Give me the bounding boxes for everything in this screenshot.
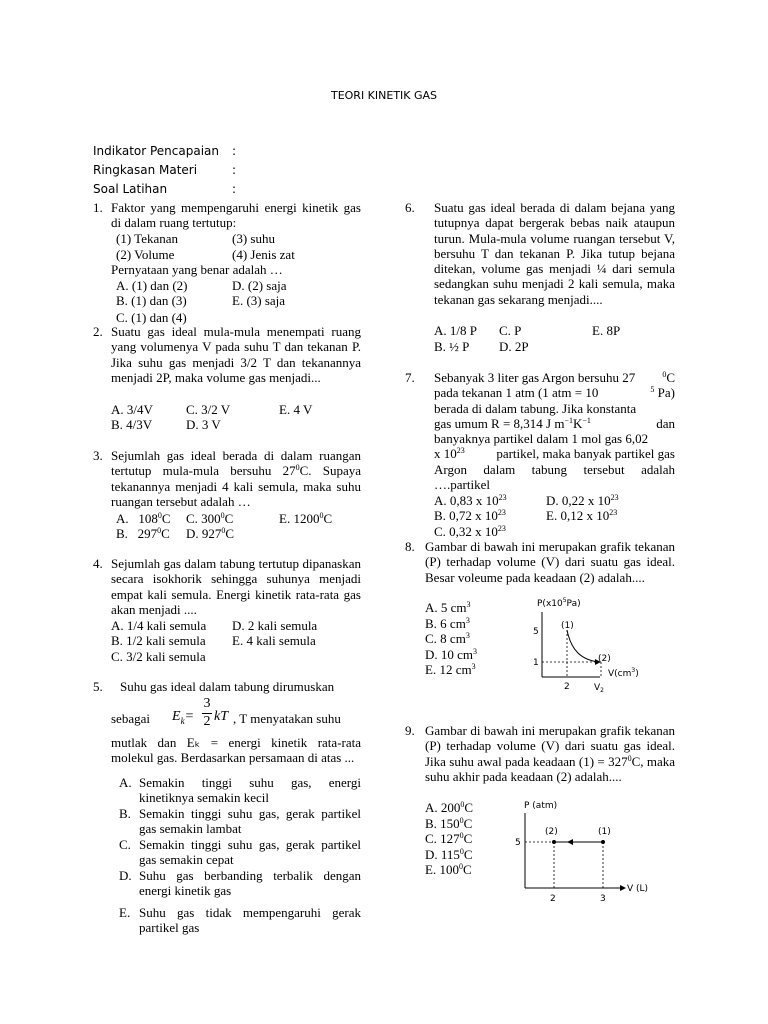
option-d: D. (2) saja [232, 278, 287, 293]
point-2 [552, 840, 556, 844]
question-number: 4. [93, 556, 103, 571]
option-e: E. 4 kali semula [232, 633, 316, 648]
option-a: A. 5 $cm^3$ [425, 600, 471, 615]
option-c: C. 8 $cm^3$ [425, 631, 470, 646]
option-d: D. 10 $cm^3$ [425, 647, 478, 662]
question-text: Gambar di bawah ini merupakan grafik tekanan (P) terhadap volume (V) dari suatu gas ideal. Jika suhu awal pada keadaan $(1) = 327^0C$, maka suhu akhir pada keadaan (2) adalah.... [425, 723, 675, 784]
option-c: C. 3/2 V [186, 402, 231, 417]
option-e: E. 0,12 x $10^{23}$ [546, 508, 618, 523]
question-2 [93, 324, 361, 434]
option-a: A. (1) dan (2) [116, 278, 188, 293]
question-1 [93, 200, 361, 326]
x-tick-2: 2 [550, 894, 556, 904]
option-d: D. 3 V [186, 417, 221, 432]
option-a: A. $108^0C$ [116, 511, 171, 526]
option-b-label: B. [119, 806, 131, 821]
question-7 [405, 370, 675, 540]
option-d: D. 2P [499, 339, 529, 354]
option-c: C. 3/2 kali semula [111, 649, 206, 664]
option-a: A. 1/8 P [434, 323, 477, 338]
option-d: D. $115^0C$ [425, 847, 473, 862]
header-label: Indikator Pencapaian [93, 144, 219, 158]
option-e-label: E. [119, 905, 131, 920]
option-e: E. 4 V [279, 402, 313, 417]
option-a: Semakin tinggi suhu gas, energi kinetiknya semakin kecil [139, 775, 361, 806]
question-number: 7. [405, 370, 415, 385]
option-b: B. 1/2 kali semula [111, 633, 206, 648]
option-d: D. 0,22 x $10^{23}$ [546, 493, 619, 508]
question-text: mutlak dan Eₖ = energi kinetik rata-rata molekul gas. Berdasarkan persamaan di atas ... [111, 735, 361, 766]
option-a: A. 3/4V [111, 402, 153, 417]
option-d: Suhu gas berbanding terbalik dengan energi kinetik gas [139, 868, 361, 899]
question-text-line1: Suhu gas ideal dalam tabung dirumuskan [120, 679, 335, 694]
option-e: E. 8P [592, 323, 621, 338]
question-text: Suatu gas ideal mula-mula menempati ruang yang volumenya V pada suhu T dan tekanan P. Jika suhu gas menjadi 3/2 T dan tekanannya menjadi 2P, maka volume gas menjadi... [111, 324, 361, 385]
factor-4: (4) Jenis zat [232, 247, 295, 262]
question-number: 3. [93, 448, 103, 463]
option-b: Semakin tinggi suhu gas, gerak partikel gas semakin lambat [139, 806, 361, 837]
pv-graph-q8 [525, 592, 665, 694]
header-colon: : [232, 144, 237, 158]
option-a-label: A. [119, 775, 132, 790]
header-ringkasan [93, 163, 237, 177]
kinetic-energy-formula: sebagai $E_k=$ 3 2 kT , T menyatakan suhu [111, 696, 341, 729]
option-b: B. 6 $cm^3$ [425, 616, 470, 631]
isotherm-curve [567, 630, 599, 662]
option-e: E. 1200$^0$C [279, 511, 333, 526]
x-tick-v2: $V_2$ [594, 683, 604, 694]
option-c: C. 0,32 x $10^{23}$ [434, 524, 506, 539]
option-b: B. 0,72 x $10^{23}$ [434, 508, 506, 523]
question-number: 6. [405, 200, 415, 215]
y-tick-5: 5 [515, 838, 521, 848]
question-text: Sejumlah gas dalam tabung tertutup dipanaskan secara isokhorik sehingga suhunya menjadi empat kali semula. Energi kinetik rata-rata gas akan menjadi .... [111, 556, 361, 617]
option-b: B. ½ P [434, 339, 470, 354]
question-number: 9. [405, 723, 415, 738]
x-tick-3: 3 [600, 894, 606, 904]
option-c: Semakin tinggi suhu gas, gerak partikel gas semakin cepat [139, 837, 361, 868]
x-axis-label: $V(cm^3)$ [608, 667, 639, 679]
question-4 [93, 556, 361, 666]
point-label-1: (1) [598, 827, 611, 837]
option-b: B. 4/3V [111, 417, 153, 432]
statement-prompt: Pernyataan yang benar adalah … [111, 262, 283, 277]
question-number: 1. [93, 200, 103, 215]
option-d: D. 2 kali semula [232, 618, 318, 633]
fraction-numerator: 3 [203, 696, 211, 711]
fraction-denominator: 2 [203, 714, 211, 729]
x-tick-2: 2 [564, 682, 570, 692]
option-a: A. 0,83 x $10^{23}$ [434, 493, 507, 508]
option-e: E. 12 $cm^3$ [425, 662, 476, 677]
page-title: TEORI KINETIK GAS [330, 89, 438, 102]
question-text: Suatu gas ideal berada di dalam bejana yang tutupnya dapat bergerak bebas naik ataupun turun. Mula-mula volume ruangan tersebut V, bersuhu T dan tekanan P. Jika tutup bejana ditekan, volume gas menjadi ¼ dari semula sedangkan suhu menjadi 2 kali semula, maka tekanan gas sekarang menjadi.... [434, 200, 675, 307]
question-number: 2. [93, 324, 103, 339]
question-number: 8. [405, 539, 415, 554]
option-b: B. $150^0C$ [425, 816, 473, 831]
question-text: Sebanyak 3 liter gas Argon bersuhu 27 $^0$C pada tekanan 1 atm (1 atm = 10 $^5$ Pa) berada di dalam tabung. Jika konstanta gas umum R = 8,314 J $m^{-1}K^{-1}$ dan banyaknya partikel dalam 1 mol gas 6,02 x $10^{23}$ partikel, maka banyak partikel gas Argon dalam tabung tersebut adalah ….partikel [434, 370, 675, 493]
header-colon: : [232, 163, 237, 177]
question-5 [93, 679, 361, 939]
y-axis-label: $P(x10^5Pa)$ [537, 597, 581, 609]
question-text: Gambar di bawah ini merupakan grafik tekanan (P) terhadap volume (V) dari suatu gas ideal. Besar voleume pada keadaan (2) adalah.... [425, 539, 675, 585]
process-arrowhead [567, 839, 573, 845]
point-label-2: (2) [598, 654, 611, 664]
option-a: A. $200^0C$ [425, 800, 474, 815]
option-c: C. P [499, 323, 522, 338]
question-text: Sejumlah gas ideal berada di dalam ruangan tertutup mula-mula bersuhu $27^0C$. Supaya tekanannya menjadi 4 kali semula, maka suhu ruangan tersebut adalah … [111, 448, 361, 509]
option-e: E. (3) saja [232, 293, 286, 308]
option-c: C. (1) dan (4) [116, 310, 187, 325]
question-number: 5. [93, 679, 103, 694]
option-c-label: C. [119, 837, 131, 852]
question-6 [405, 200, 675, 360]
point-label-1: (1) [561, 621, 574, 631]
y-tick-5: 5 [533, 627, 539, 637]
header-colon: : [232, 182, 237, 196]
option-c: C. $300^0C$ [186, 511, 234, 526]
pv-graph-q9 [510, 797, 660, 907]
header-indikator [93, 144, 237, 158]
factor-2: (2) Volume [116, 247, 175, 262]
x-axis-label: V (L) [627, 884, 649, 894]
header-soal-latihan [93, 182, 237, 196]
question-3 [93, 448, 361, 544]
option-a: A. 1/4 kali semula [111, 618, 207, 633]
option-d-label: D. [119, 868, 132, 883]
option-e: E. $100^0C$ [425, 862, 472, 877]
point-label-2: (2) [545, 827, 558, 837]
factor-1: (1) Tekanan [116, 231, 179, 246]
formula-ek: $E_k=$ [172, 709, 195, 726]
option-b: B. $297^0C$ [116, 526, 170, 541]
factor-3: (3) suhu [232, 231, 275, 246]
y-axis-label: P (atm) [524, 801, 558, 811]
x-axis-arrowhead [620, 885, 626, 891]
option-d: D. $927^0C$ [186, 526, 235, 541]
y-tick-1: 1 [533, 658, 539, 668]
header-label: Ringkasan Materi [93, 163, 198, 177]
option-e: Suhu gas tidak mempengaruhi gerak partikel gas [139, 905, 361, 936]
formula-kt: kT [214, 709, 228, 724]
header-label: Soal Latihan [93, 182, 168, 196]
question-text: Faktor yang mempengaruhi energi kinetik gas di dalam ruang tertutup: [111, 200, 361, 231]
option-b: B. (1) dan (3) [116, 293, 187, 308]
option-c: C. $127^0C$ [425, 831, 473, 846]
point-1 [601, 840, 605, 844]
